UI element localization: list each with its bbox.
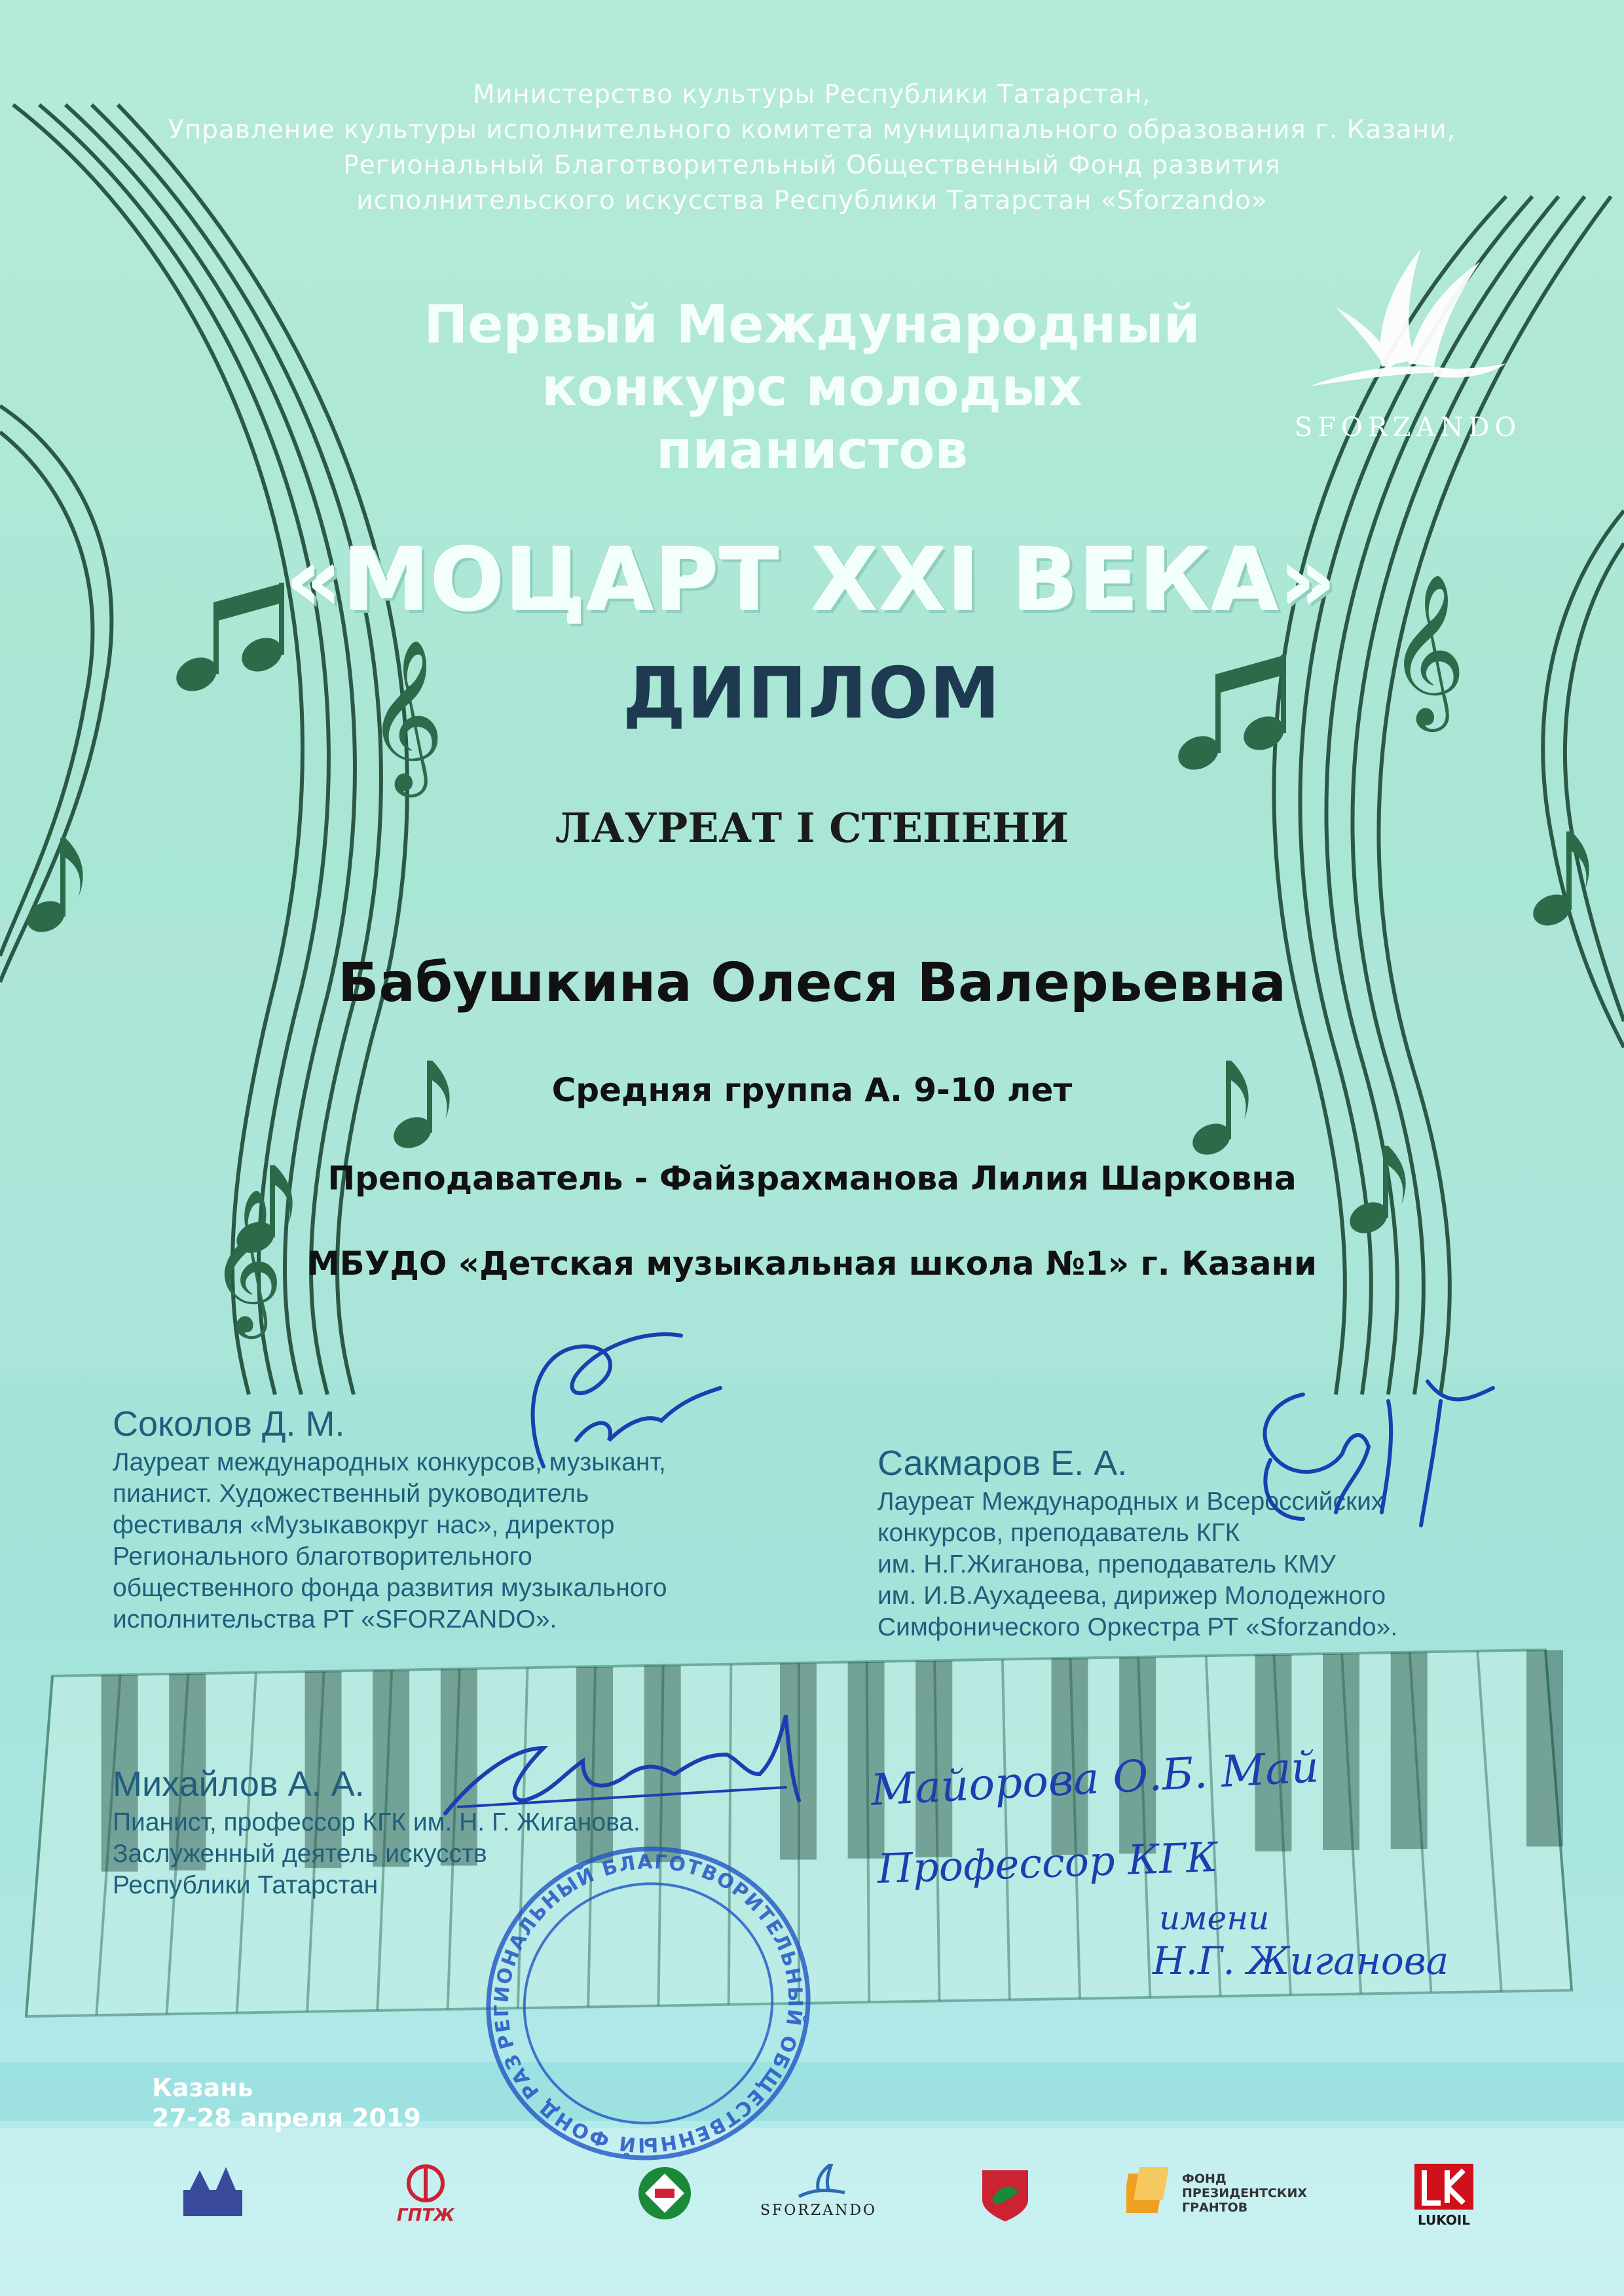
jury-description-line: Пианист, профессор КГК им. Н. Г. Жиганова.: [113, 1808, 640, 1836]
jury-description-line: Лауреат Международных и Всероссийских: [877, 1487, 1384, 1516]
official-stamp: [471, 1833, 825, 2174]
stamp-text: РЕГИОНАЛЬНЫЙ БЛАГОТВОРИТЕЛЬНЫЙ ОБЩЕСТВЕННЫЙ ФОНД РАЗВИТИЯ: [490, 1850, 807, 2157]
svg-text:𝄞: 𝄞: [1388, 573, 1466, 725]
signature-sakmarov: [1231, 1362, 1519, 1558]
school-name: МБУДО «Детская музыкальная школа №1» г. Казани: [306, 1245, 1318, 1283]
signature-mikhailov: [432, 1702, 812, 1833]
handwritten-line: Профессор КГК: [876, 1832, 1219, 1893]
jury-description-line: общественного фонда развития музыкального: [113, 1574, 667, 1602]
jury-description-line: конкурсов, преподаватель КГК: [877, 1519, 1240, 1547]
jury-description-line: Регионального благотворительного: [113, 1542, 532, 1571]
jury-description-line: фестиваля «Музыкавокруг нас», директор: [113, 1511, 615, 1539]
bird-small-icon: [747, 2164, 891, 2200]
handwritten-line: имени: [1159, 1899, 1270, 1937]
grants-icon: [1126, 2167, 1172, 2219]
jury-description-line: Заслуженный деятель искусств: [113, 1840, 487, 1868]
competition-name: «МОЦАРТ XXI ВЕКА»: [286, 530, 1338, 631]
title-line: конкурс молодых: [542, 357, 1082, 418]
header-line: Региональный Благотворительный Общественный Фонд развития: [343, 151, 1281, 180]
grants-text-line: ФОНД: [1182, 2172, 1227, 2186]
kazan-emblem-icon: [969, 2164, 1041, 2223]
jury-description-line: Лауреат международных конкурсов, музыкант,: [113, 1448, 666, 1476]
jury-description-line: Республики Татарстан: [113, 1871, 378, 1899]
piano-black-key: [1526, 1650, 1563, 1847]
svg-text:𝄞: 𝄞: [210, 1188, 284, 1332]
handwritten-note: [869, 1741, 1526, 1984]
header-line: Министерство культуры Республики Татарстан,: [473, 80, 1151, 109]
handwritten-line: Н.Г. Жиганова: [1153, 1939, 1449, 1983]
sponsor-logos: [0, 2164, 1624, 2229]
age-group: Средняя группа А. 9-10 лет: [551, 1071, 1073, 1109]
grants-text-line: ПРЕЗИДЕНТСКИХ: [1182, 2186, 1307, 2200]
organizers-header: [0, 77, 1624, 219]
sforzando-footer-logo: [747, 2164, 891, 2223]
event-city: Казань: [152, 2073, 253, 2102]
grants-text: [1182, 2172, 1307, 2215]
jury-description-line: пианист. Художественный руководитель: [113, 1480, 589, 1508]
city-logo-icon: [177, 2164, 249, 2223]
event-location-date: [152, 2073, 421, 2133]
title-line: пианистов: [655, 420, 968, 481]
jury-description-line: им. И.В.Аухадеева, дирижер Молодежного: [877, 1582, 1386, 1610]
grants-text-line: ГРАНТОВ: [1182, 2200, 1248, 2215]
gptzh-icon: [380, 2164, 471, 2203]
recipient-name: Бабушкина Олеся Валерьевна: [337, 952, 1286, 1014]
gptzh-label: ГПТЖ: [397, 2206, 454, 2225]
jury-description-line: исполнительства РТ «SFORZANDO».: [113, 1605, 557, 1633]
handwritten-line: Майорова О.Б. Май: [869, 1741, 1320, 1815]
lukoil-label: LUKOIL: [1417, 2212, 1471, 2228]
jury-name: Соколов Д. М.: [113, 1404, 345, 1444]
title-line: Первый Международный: [424, 294, 1200, 355]
header-line: Управление культуры исполнительного комитета муниципального образования г. Казани,: [168, 115, 1456, 145]
sforzando-footer-label: SFORZANDO: [760, 2202, 877, 2219]
header-line: исполнительского искусства Республики Татарстан «Sforzando»: [356, 186, 1268, 215]
jury-name: Михайлов А. А.: [113, 1764, 365, 1804]
tatarstan-emblem-icon: [629, 2164, 701, 2223]
jury-description-line: им. Н.Г.Жиганова, преподаватель КМУ: [877, 1550, 1336, 1578]
award-title: ЛАУРЕАТ I СТЕПЕНИ: [555, 804, 1069, 852]
teacher-name: Преподаватель - Файзрахманова Лилия Шарковна: [327, 1159, 1297, 1197]
gptzh-logo: [380, 2164, 471, 2223]
jury-description-line: Симфонического Оркестра РТ «Sforzando».: [877, 1613, 1398, 1641]
svg-text:𝄞: 𝄞: [367, 638, 445, 791]
event-dates: 27-28 апреля 2019: [152, 2104, 421, 2132]
document-type: ДИПЛОМ: [623, 653, 1001, 735]
sforzando-logo-text: SFORZANDO: [1294, 412, 1522, 443]
signature-sokolov: [485, 1322, 733, 1493]
competition-title: [0, 293, 1624, 482]
presidential-grants-logo: [1126, 2164, 1323, 2223]
jury-name: Сакмаров Е. А.: [877, 1444, 1128, 1483]
lukoil-icon: [1414, 2164, 1473, 2210]
lukoil-logo: [1408, 2164, 1480, 2228]
